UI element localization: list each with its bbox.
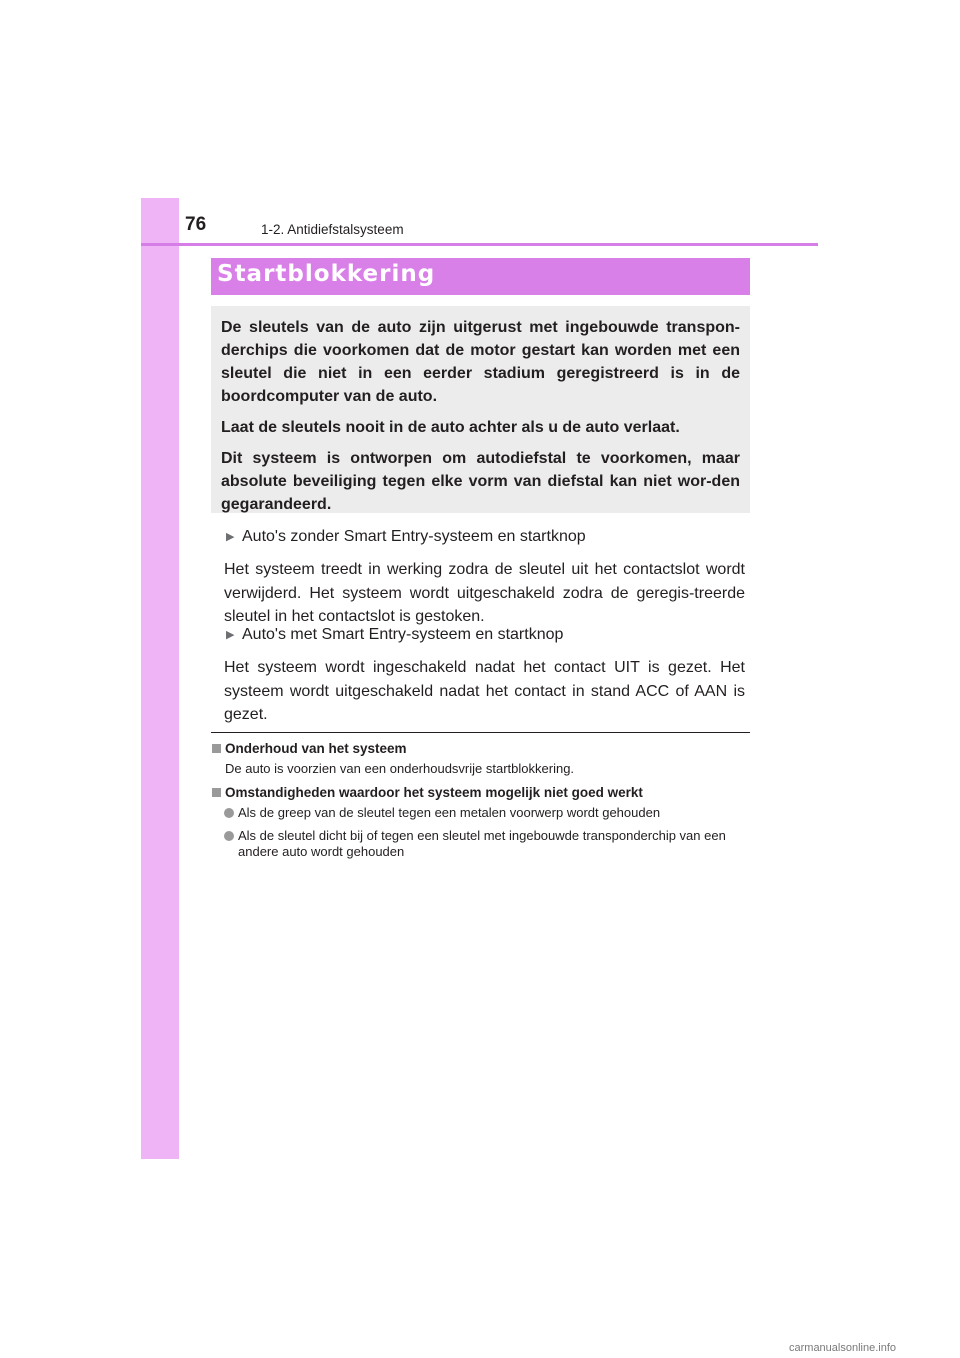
header-rule xyxy=(141,243,818,246)
variant-text: Het systeem treedt in werking zodra de sleutel uit het contactslot wordt verwijderd. Het systeem wordt uitgeschakeld zodra de geregis-treerde sleutel in het contactslot is gestoken. xyxy=(224,561,745,625)
title-bar xyxy=(211,258,750,295)
circle-bullet-icon xyxy=(224,831,234,841)
note-bullet-text: Als de greep van de sleutel tegen een metalen voorwerp wordt gehouden xyxy=(238,805,661,820)
note-title xyxy=(211,740,756,757)
intro-paragraph: De sleutels van de auto zijn uitgerust met ingebouwde transpon-derchips die voorkomen dat de motor gestart kan worden met een sleutel die niet in een eerder stadium geregistreerd is in de boordcomputer van de auto. xyxy=(221,319,740,405)
variant-heading xyxy=(224,526,745,548)
variant-heading xyxy=(224,624,745,646)
variant-text: Het systeem wordt ingeschakeld nadat het contact UIT is gezet. Het systeem wordt uitgeschakeld nadat het contact in stand ACC of AAN is gezet. xyxy=(224,659,745,723)
separator-rule xyxy=(211,732,750,733)
arrow-right-icon: ▶ xyxy=(226,629,235,641)
circle-bullet-icon xyxy=(224,808,234,818)
note-title-text: Onderhoud van het systeem xyxy=(225,741,407,756)
intro-paragraph: Dit systeem is ontworpen om autodiefstal te voorkomen, maar absolute beveiliging tegen elke vorm van diefstal kan niet wor-den gegarandeerd. xyxy=(221,450,740,513)
note-bullet-text: Als de sleutel dicht bij of tegen een sleutel met ingebouwde transponderchip van een andere auto wordt gehouden xyxy=(238,828,726,859)
chapter-side-tab xyxy=(141,198,179,1159)
notes-section xyxy=(211,740,756,867)
square-bullet-icon xyxy=(212,788,221,797)
square-bullet-icon xyxy=(212,744,221,753)
note-bullet xyxy=(211,828,756,860)
note-title xyxy=(211,784,756,801)
footer-watermark: carmanualsonline.info xyxy=(789,1342,897,1354)
note-title-text: Omstandigheden waardoor het systeem mogelijk niet goed werkt xyxy=(225,785,643,800)
note-bullet xyxy=(211,805,756,821)
page-number: 76 xyxy=(185,214,207,235)
variant-heading-text: Auto's met Smart Entry-systeem en startknop xyxy=(242,626,564,643)
arrow-right-icon: ▶ xyxy=(226,531,235,543)
page-title: Startblokkering xyxy=(217,261,436,287)
section-header: 1-2. Antidiefstalsysteem xyxy=(261,222,404,237)
intro-box xyxy=(211,306,750,513)
variant-heading-text: Auto's zonder Smart Entry-systeem en startknop xyxy=(242,528,586,545)
note-text: De auto is voorzien van een onderhoudsvrije startblokkering. xyxy=(225,761,575,776)
variant-section-2 xyxy=(224,624,745,727)
intro-paragraph: Laat de sleutels nooit in de auto achter als u de auto verlaat. xyxy=(221,419,680,436)
variant-section-1 xyxy=(224,526,745,629)
